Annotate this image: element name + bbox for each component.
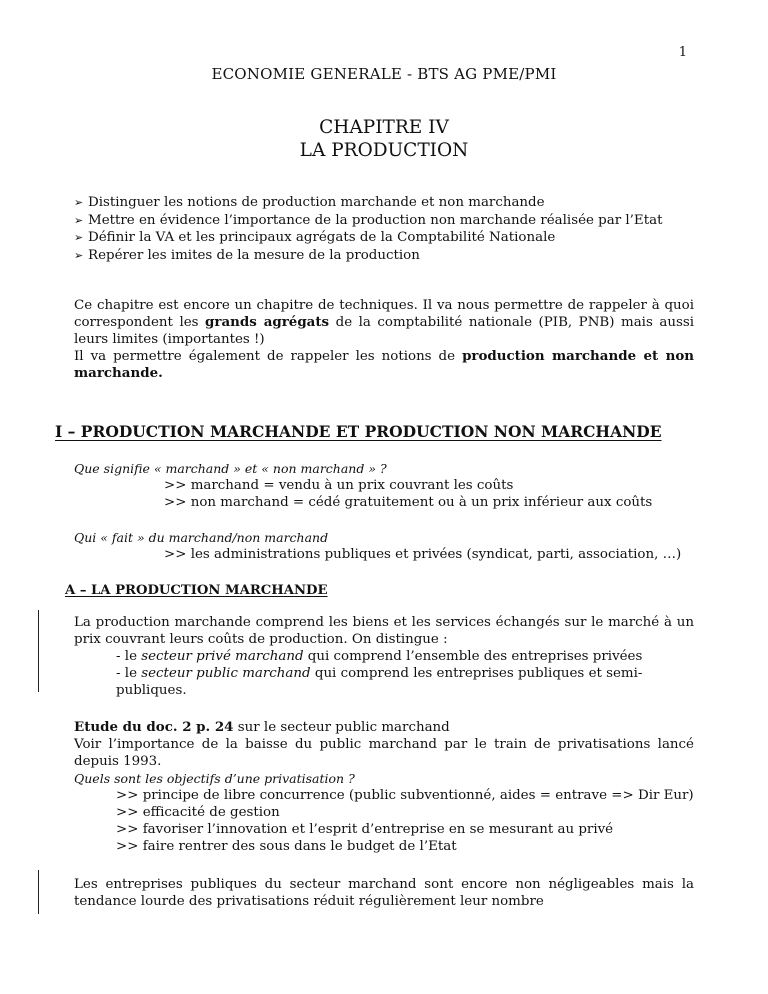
- section-heading: I – PRODUCTION MARCHANDE ET PRODUCTION NON MARCHANDE: [55, 422, 662, 441]
- subsection-heading: A – LA PRODUCTION MARCHANDE: [65, 583, 328, 598]
- page-number: 1: [678, 45, 687, 60]
- arrow-bullet-icon: ➢: [74, 196, 84, 209]
- intro-text: Ce chapitre est encore un chapitre de techniques. Il va nous permettre de rappeler à quoi correspondent les: [74, 298, 694, 330]
- objective-text: Distinguer les notions de production marchande et non marchande: [88, 195, 545, 210]
- objective-text: Repérer les imites de la mesure de la production: [88, 247, 420, 263]
- study-text: sur le secteur public marchand: [233, 720, 450, 735]
- list-text: qui comprend l’ensemble des entreprises privées: [303, 649, 643, 664]
- list-item: [74, 648, 694, 665]
- question: Quels sont les objectifs d’une privatisation ?: [74, 771, 355, 786]
- list-term: secteur privé marchand: [141, 649, 304, 664]
- question: Qui « fait » du marchand/non marchand: [74, 530, 329, 545]
- intro-paragraph: [74, 297, 694, 382]
- list-item: [74, 665, 694, 682]
- closing-paragraph: [74, 876, 694, 910]
- objective-item: [74, 247, 714, 265]
- answer: >> les administrations publiques et privées (syndicat, parti, association, …): [164, 547, 682, 562]
- study-line: [74, 719, 694, 736]
- intro-text: de la comptabilité nationale (PIB, PNB) mais aussi leurs limites (importantes !): [74, 315, 694, 347]
- chapter-title: [0, 116, 768, 162]
- objectives-list: [74, 194, 714, 264]
- study-block: [74, 719, 694, 855]
- intro-p2: [74, 348, 694, 382]
- answer: >> faire rentrer des sous dans le budget de l’Etat: [116, 839, 457, 854]
- intro-text: Il va permettre également de rappeler les notions de: [74, 349, 463, 364]
- paragraph-text: Les entreprises publiques du secteur marchand sont encore non négligeables mais la tendance lourde des privatisations réduit régulièrement leur nombre: [74, 877, 694, 909]
- subsection-paragraph: [74, 614, 694, 699]
- answer: >> favoriser l’innovation et l’esprit d’entreprise en se mesurant au privé: [116, 822, 614, 837]
- list-item-continuation: publiques.: [116, 683, 187, 698]
- objective-item: [74, 194, 714, 212]
- question-block: [74, 460, 714, 511]
- study-line: Voir l’importance de la baisse du public marchand par le train de privatisations lancé depuis 1993.: [74, 737, 694, 769]
- arrow-bullet-icon: ➢: [74, 213, 84, 227]
- margin-bar: [38, 870, 39, 914]
- study-reference: Etude du doc. 2 p. 24: [74, 719, 234, 735]
- paragraph-text: La production marchande comprend les biens et les services échangés sur le marché à un prix couvrant leurs coûts de production. On distingue :: [74, 615, 694, 647]
- list-prefix: - le: [116, 666, 142, 681]
- course-title: ECONOMIE GENERALE - BTS AG PME/PMI: [211, 65, 557, 83]
- intro-p1: [74, 297, 694, 348]
- chapter-name: LA PRODUCTION: [299, 140, 469, 161]
- answer: >> principe de libre concurrence (public subventionné, aides = entrave => Dir Eur): [116, 788, 694, 803]
- question: Que signifie « marchand » et « non marchand » ?: [74, 461, 387, 476]
- intro-emphasis: production marchande et non marchande.: [74, 348, 694, 381]
- answer: >> non marchand = cédé gratuitement ou à un prix inférieur aux coûts: [164, 495, 653, 510]
- objective-text: Mettre en évidence l’importance de la production non marchande réalisée par l’Etat: [88, 212, 663, 228]
- list-prefix: - le: [116, 649, 142, 664]
- intro-emphasis: grands agrégats: [205, 314, 330, 330]
- chapter-number: CHAPITRE IV: [319, 117, 449, 138]
- objective-item: [74, 212, 714, 230]
- margin-bar: [38, 610, 39, 692]
- answer: >> efficacité de gestion: [116, 805, 280, 820]
- answer: >> marchand = vendu à un prix couvrant les coûts: [164, 478, 514, 493]
- arrow-bullet-icon: ➢: [74, 231, 84, 244]
- arrow-bullet-icon: ➢: [74, 248, 84, 262]
- question-block: [74, 529, 714, 563]
- objective-text: Définir la VA et les principaux agrégats de la Comptabilité Nationale: [88, 230, 556, 245]
- list-text: qui comprend les entreprises publiques et semi-: [310, 666, 643, 681]
- objective-item: [74, 229, 714, 247]
- list-term: secteur public marchand: [141, 666, 311, 681]
